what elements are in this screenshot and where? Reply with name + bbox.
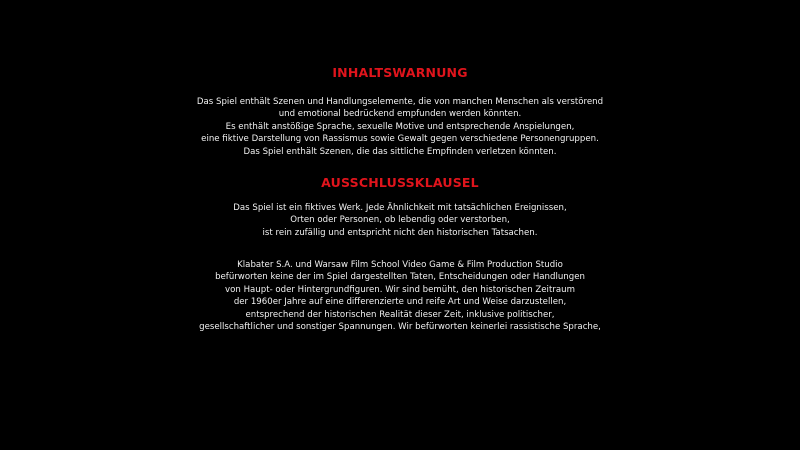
studio-line: von Haupt- oder Hintergrundfiguren. Wir sind bemüht, den historischen Zeitraum	[225, 284, 575, 295]
content-warning-title: INHALTSWARNUNG	[332, 65, 468, 80]
studio-line: der 1960er Jahre auf eine differenzierte und reife Art und Weise darzustellen,	[233, 297, 567, 308]
warning-line: Das Spiel enthält Szenen, die das sittliche Empfinden verletzen könnten.	[243, 146, 557, 157]
warning-line: Es enthält anstößige Sprache, sexuelle Motive und entsprechende Anspielungen,	[225, 121, 575, 132]
warning-line: Das Spiel enthält Szenen und Handlungselemente, die von manchen Menschen als verstörend	[196, 97, 604, 107]
studio-line: Klabater S.A. und Warsaw Film School Video Game & Film Production Studio	[237, 260, 563, 270]
disclaimer-title: AUSSCHLUSSKLAUSEL	[321, 175, 479, 190]
disclaimer-line: ist rein zufällig und entspricht nicht den historischen Tatsachen.	[262, 227, 538, 238]
content-warning-text	[0, 96, 800, 158]
studio-line: entsprechend der historischen Realität dieser Zeit, inklusive politischer,	[245, 309, 555, 320]
warning-line: eine fiktive Darstellung von Rassismus sowie Gewalt gegen verschiedene Personengruppen.	[201, 134, 599, 145]
studio-statement-text	[0, 259, 800, 333]
disclaimer-text	[0, 202, 800, 239]
studio-line: gesellschaftlicher und sonstiger Spannungen. Wir befürworten keinerlei rassistische Sprache,	[199, 322, 601, 333]
disclaimer-line: Orten oder Personen, ob lebendig oder verstorben,	[290, 215, 510, 226]
warning-line: und emotional bedrückend empfunden werden könnten.	[278, 109, 522, 120]
disclaimer-line: Das Spiel ist ein fiktives Werk. Jede Ähnlichkeit mit tatsächlichen Ereignissen,	[233, 203, 567, 213]
studio-line: befürworten keine der im Spiel dargestellten Taten, Entscheidungen oder Handlungen	[215, 272, 585, 283]
